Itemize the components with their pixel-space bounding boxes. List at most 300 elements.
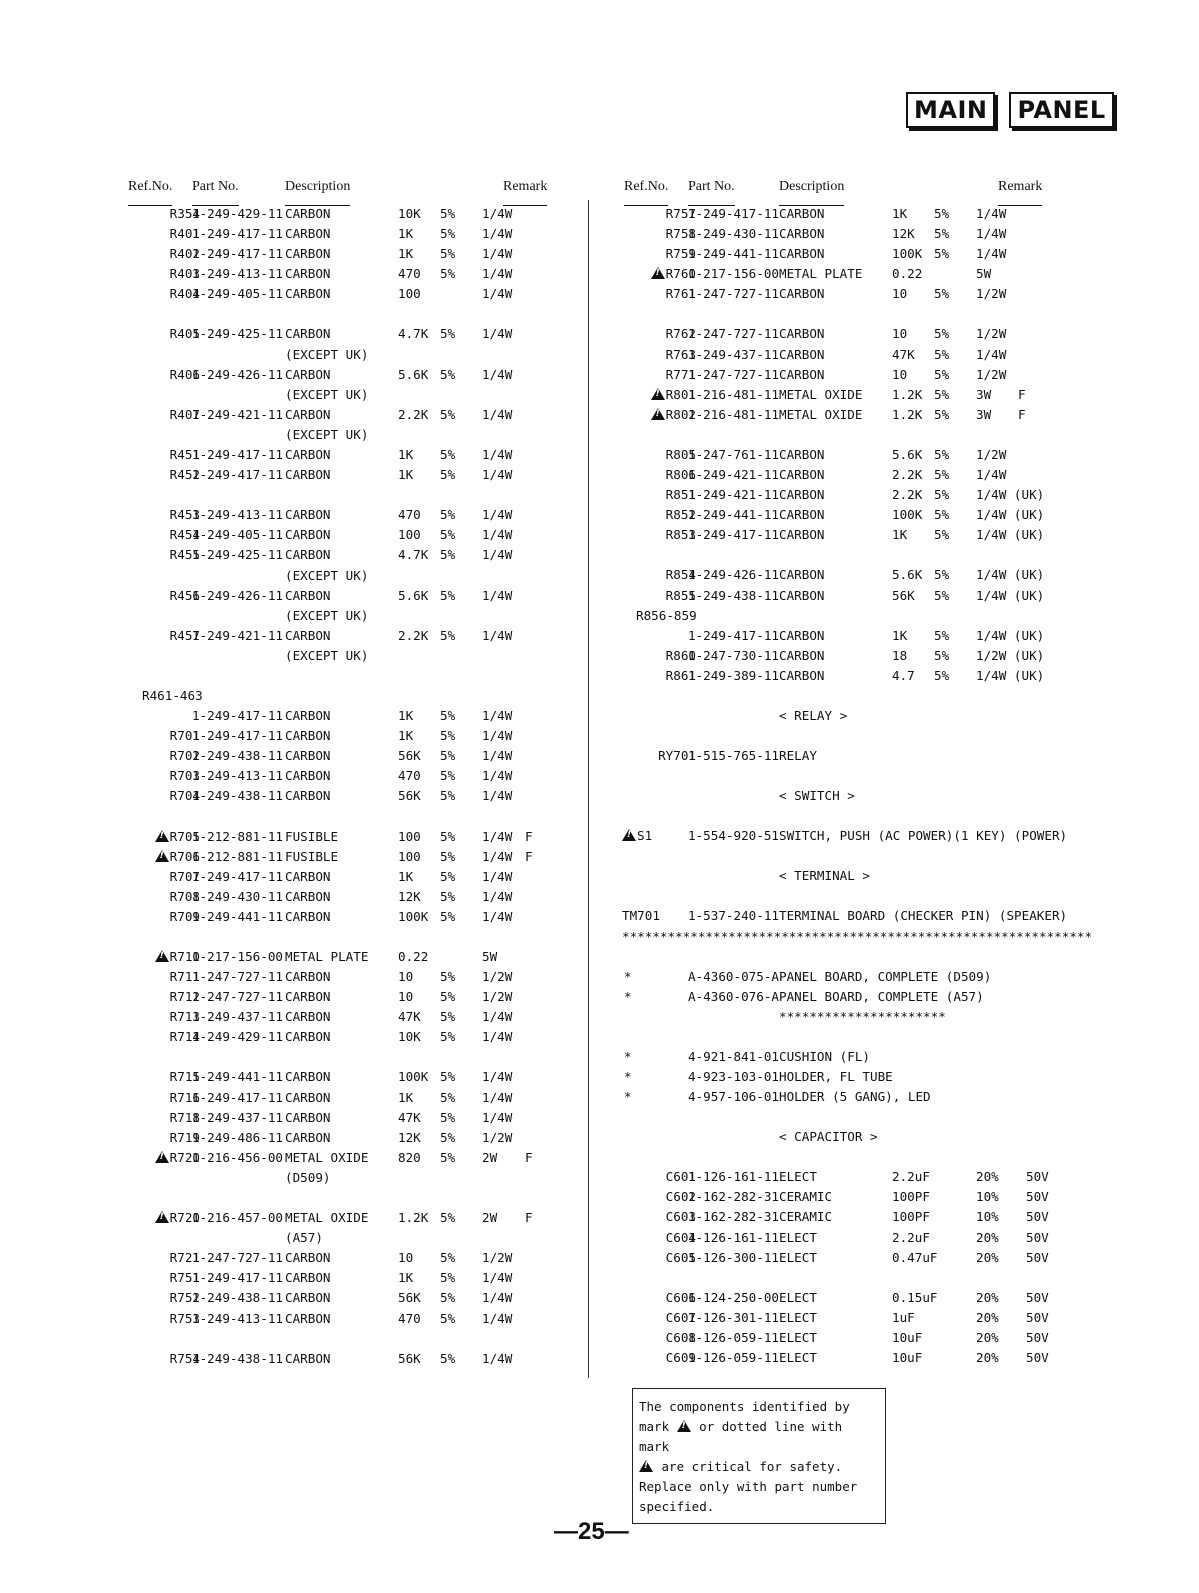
- rating: 1/4W: [976, 346, 1007, 362]
- description: CARBON: [779, 627, 825, 643]
- value: 4.7K: [398, 326, 429, 342]
- table-row: [622, 204, 1052, 224]
- part-number: 1-217-156-00: [688, 266, 779, 282]
- value: 470: [398, 768, 421, 784]
- table-row: [128, 786, 558, 806]
- table-row: [128, 324, 558, 344]
- ref-text: R801: [665, 386, 696, 402]
- tolerance: 5%: [934, 386, 950, 402]
- part-number: 1-249-417-11: [192, 1089, 283, 1105]
- description-note: (EXCEPT UK): [285, 386, 369, 402]
- part-number: 1-554-920-51: [688, 828, 779, 844]
- description: CARBON: [285, 888, 331, 904]
- safety-warning-icon: [639, 1460, 653, 1472]
- ref-number: [128, 525, 200, 545]
- table-row: [128, 1268, 558, 1288]
- row-gap: [622, 1147, 1052, 1167]
- table-row: [128, 244, 558, 264]
- description: ELECT: [779, 1229, 817, 1245]
- tolerance: 5%: [934, 246, 950, 262]
- part-number: 1-249-417-11: [192, 447, 283, 463]
- ref-number: [128, 445, 200, 465]
- ref-text: C602: [665, 1189, 696, 1205]
- ref-text: R718: [169, 1109, 200, 1125]
- rating: 1/2W: [976, 326, 1007, 342]
- description: CARBON: [285, 447, 331, 463]
- table-row: [128, 345, 558, 365]
- table-row: [622, 505, 1052, 525]
- tolerance: 5%: [440, 246, 456, 262]
- tolerance: 5%: [934, 567, 950, 583]
- part-number: 1-249-405-11: [192, 286, 283, 302]
- description: CARBON: [779, 226, 825, 242]
- tolerance: 20%: [976, 1289, 999, 1305]
- part-number: 1-247-727-11: [192, 989, 283, 1005]
- description: CARBON: [779, 587, 825, 603]
- rating: 1/2W: [482, 969, 513, 985]
- table-row: [622, 746, 1052, 766]
- safety-warning-icon: [677, 1420, 691, 1432]
- ref-number: [622, 284, 696, 304]
- value: 1K: [398, 868, 414, 884]
- rating: 1/4W: [482, 768, 513, 784]
- tolerance: 5%: [440, 888, 456, 904]
- ref-number: [622, 1207, 696, 1227]
- part-number: 1-247-761-11: [688, 446, 779, 462]
- note-text: The components identified by: [639, 1399, 850, 1414]
- tolerance: 5%: [934, 286, 950, 302]
- description-note: (D509): [285, 1169, 331, 1185]
- part-number: 1-249-417-11: [192, 728, 283, 744]
- ref-number: [622, 485, 696, 505]
- tolerance: 5%: [440, 728, 456, 744]
- description: CARBON: [285, 226, 331, 242]
- tolerance: 5%: [440, 587, 456, 603]
- table-row: [128, 445, 558, 465]
- value: 1.2K: [892, 386, 923, 402]
- ref-number: [128, 1067, 200, 1087]
- ref-text: R454: [169, 527, 200, 543]
- table-row: [128, 746, 558, 766]
- value: 10uF: [892, 1350, 923, 1366]
- part-number: 1-249-429-11: [192, 206, 283, 221]
- description: CARBON: [285, 1310, 331, 1326]
- table-row: [622, 485, 1052, 505]
- ref-text: C607: [665, 1309, 696, 1325]
- description: CERAMIC: [779, 1209, 833, 1225]
- part-number: 1-126-059-11: [688, 1350, 779, 1366]
- value: 4.7: [892, 667, 915, 683]
- part-number: 1-249-426-11: [688, 567, 779, 583]
- part-number: 1-249-426-11: [192, 587, 283, 603]
- ref-text: R721: [169, 1250, 200, 1266]
- ref-number: [128, 786, 200, 806]
- note-line: [639, 1497, 879, 1517]
- description: CARBON: [285, 989, 331, 1005]
- description: CARBON: [779, 366, 825, 382]
- part-number: 1-247-727-11: [688, 286, 779, 302]
- tolerance: 5%: [440, 908, 456, 924]
- ref-text: R806: [665, 467, 696, 483]
- not-supplied-mark: *: [624, 988, 632, 1004]
- part-number: 1-249-417-11: [192, 246, 283, 262]
- ref-number: [622, 385, 696, 405]
- row-gap: [622, 545, 1052, 565]
- ref-text: S1: [637, 828, 653, 844]
- rating: 5W: [976, 266, 992, 282]
- value: 0.47uF: [892, 1249, 938, 1265]
- table-row: [128, 425, 558, 445]
- row-gap: [622, 726, 1052, 746]
- rating: 5W: [482, 949, 498, 964]
- tolerance: 5%: [934, 627, 950, 643]
- table-row: [128, 646, 558, 666]
- ref-number: [622, 324, 696, 344]
- table-row: [128, 566, 558, 586]
- ref-number: [128, 545, 200, 565]
- part-number: A-4360-076-A: [688, 988, 779, 1004]
- description: CARBON: [285, 768, 331, 784]
- part-number: 1-212-881-11: [192, 828, 283, 844]
- voltage: 50V: [1026, 1329, 1049, 1345]
- ref-text: R714: [169, 1029, 200, 1045]
- ref-text: R761: [665, 286, 696, 302]
- ref-number: [622, 1348, 696, 1368]
- row-gap: [622, 1107, 1052, 1127]
- part-number: 1-515-765-11: [688, 748, 779, 764]
- ref-text: R715: [169, 1069, 200, 1085]
- tolerance: 5%: [440, 1149, 456, 1165]
- table-row: [128, 1309, 558, 1329]
- ref-number: [128, 505, 200, 525]
- tolerance: 5%: [440, 969, 456, 985]
- ref-number: [128, 967, 200, 987]
- table-row: [622, 866, 1052, 886]
- header-remark: Remark: [998, 177, 1042, 206]
- value: 5.6K: [892, 446, 923, 462]
- description: CARBON: [285, 868, 331, 884]
- ref-number: [128, 465, 200, 485]
- tolerance: 20%: [976, 1350, 999, 1366]
- rating: 1/4W: [482, 366, 513, 382]
- rating: 1/4W: [482, 1009, 513, 1025]
- main-tag: MAIN: [906, 92, 995, 128]
- tolerance: 5%: [440, 748, 456, 764]
- table-row: [622, 1127, 1052, 1147]
- part-number: 1-162-282-31: [688, 1189, 779, 1205]
- value: 47K: [398, 1009, 421, 1025]
- not-supplied-mark: *: [624, 968, 632, 984]
- description: CARBON: [285, 969, 331, 985]
- ref-text: R701: [169, 728, 200, 744]
- ref-text: C604: [665, 1229, 696, 1245]
- value: 47K: [892, 346, 915, 362]
- rating: 1/4W: [482, 1069, 513, 1085]
- tolerance: 5%: [934, 527, 950, 543]
- tolerance: 5%: [440, 1250, 456, 1266]
- table-row: [622, 826, 1068, 846]
- rating: 1/4W (UK): [976, 527, 1045, 543]
- tolerance: 5%: [440, 1089, 456, 1105]
- table-row: [622, 1248, 1052, 1268]
- ref-number: [128, 1027, 200, 1047]
- ref-number: [622, 1187, 696, 1207]
- description: METAL PLATE: [285, 949, 369, 964]
- value: 1K: [892, 627, 908, 643]
- description: CARBON: [779, 446, 825, 462]
- part-number: 1-249-417-11: [688, 627, 779, 643]
- not-supplied-mark: *: [624, 1069, 632, 1084]
- ref-text: R751: [169, 1270, 200, 1286]
- ref-number: [128, 1108, 200, 1128]
- rating: 1/4W: [482, 1350, 513, 1366]
- ref-text: R712: [169, 989, 200, 1005]
- table-row: [128, 1027, 558, 1047]
- description: CARBON: [285, 1069, 331, 1085]
- header-desc: Description: [285, 177, 350, 206]
- description: ELECT: [779, 1350, 817, 1366]
- table-row: [622, 586, 1052, 606]
- description: CARBON: [285, 246, 331, 262]
- table-row: [622, 385, 1052, 405]
- tolerance: 5%: [934, 446, 950, 462]
- value: 10: [398, 969, 414, 985]
- ref-number: [622, 264, 696, 284]
- tolerance: 5%: [440, 1270, 456, 1286]
- safety-warning-icon: [155, 830, 169, 842]
- ref-number: [622, 1248, 696, 1268]
- value: 12K: [398, 888, 421, 904]
- part-number: 1-249-438-11: [688, 587, 779, 603]
- rating: 1/4W: [482, 246, 513, 262]
- part-number: 1-537-240-11: [688, 908, 779, 924]
- voltage: 50V: [1026, 1169, 1049, 1185]
- table-row: [622, 1047, 1052, 1067]
- part-number: 1-249-430-11: [688, 226, 779, 242]
- tolerance: 5%: [440, 989, 456, 1005]
- table-row: [622, 1167, 1052, 1187]
- section-tags: [906, 92, 1114, 128]
- description: RELAY: [779, 748, 817, 764]
- value: 470: [398, 1310, 421, 1326]
- rating: 1/2W: [482, 1129, 513, 1145]
- ref-text: C609: [665, 1350, 696, 1366]
- value: 2.2K: [892, 487, 923, 503]
- rating: 1/4W (UK): [976, 487, 1045, 503]
- rating: 1/4W: [482, 507, 513, 523]
- description: CARBON: [285, 1089, 331, 1105]
- value: 1K: [398, 447, 414, 463]
- tolerance: 5%: [440, 1210, 456, 1226]
- rating: 1/4W: [482, 286, 513, 302]
- part-number: 1-126-161-11: [688, 1169, 779, 1185]
- table-row: [622, 1087, 1052, 1107]
- voltage: 50V: [1026, 1209, 1049, 1225]
- part-number: 4-957-106-01: [688, 1089, 779, 1105]
- rating: 1/4W (UK): [976, 627, 1045, 643]
- column-divider: [588, 200, 589, 1378]
- ref-number: [128, 947, 200, 967]
- table-row: [128, 385, 558, 405]
- rating: 1/4W: [482, 1089, 513, 1105]
- part-number: 1-249-438-11: [192, 748, 283, 764]
- tolerance: 5%: [934, 326, 950, 342]
- part-number: 1-249-426-11: [192, 366, 283, 382]
- ref-number: [128, 1268, 200, 1288]
- ref-text: R852: [665, 507, 696, 523]
- page-number: —25—: [554, 1518, 629, 1545]
- part-number: 4-921-841-01: [688, 1048, 779, 1064]
- tolerance: 5%: [440, 1069, 456, 1085]
- rating: 1/2W: [976, 446, 1007, 462]
- table-header: [128, 174, 558, 204]
- ref-text: RY701: [658, 748, 696, 764]
- description: ELECT: [779, 1309, 817, 1325]
- value: 10: [398, 989, 414, 1005]
- part-number: 1-249-417-11: [688, 206, 779, 221]
- rating: 1/4W: [482, 788, 513, 804]
- description: CARBON: [285, 1250, 331, 1266]
- rating: 1/2W: [976, 366, 1007, 382]
- rating: 1/2W: [482, 1250, 513, 1266]
- ref-number: [128, 405, 200, 425]
- tolerance: 5%: [934, 587, 950, 603]
- value: 1K: [398, 246, 414, 262]
- tolerance: 5%: [440, 266, 456, 282]
- table-row: [128, 465, 558, 485]
- part-number: 1-249-421-11: [192, 406, 283, 422]
- row-gap: [622, 304, 1052, 324]
- description: CARBON: [285, 1009, 331, 1025]
- part-number: 1-126-301-11: [688, 1309, 779, 1325]
- description: CARBON: [285, 507, 331, 523]
- header-ref: Ref.No.: [128, 177, 172, 206]
- description: ELECT: [779, 1169, 817, 1185]
- value: 1.2K: [892, 406, 923, 422]
- ref-text: R855: [665, 587, 696, 603]
- part-number: 1-249-441-11: [192, 908, 283, 924]
- ref-number: [622, 1167, 696, 1187]
- value: 820: [398, 1149, 421, 1165]
- ref-number: R856-859: [636, 607, 697, 623]
- ref-number: [622, 525, 696, 545]
- ref-text: R709: [169, 908, 200, 924]
- rating: 1/4W: [482, 728, 513, 744]
- ref-number: [622, 505, 696, 525]
- ref-number: [622, 565, 696, 585]
- value: 10uF: [892, 1329, 923, 1345]
- description: TERMINAL BOARD (CHECKER PIN) (SPEAKER): [779, 908, 1068, 924]
- description: ELECT: [779, 1249, 817, 1265]
- value: 10: [398, 1250, 414, 1266]
- rating: 1/4W: [482, 547, 513, 563]
- description: ELECT: [779, 1329, 817, 1345]
- ref-number: [128, 1208, 200, 1228]
- table-row: [622, 264, 1052, 284]
- tolerance: 5%: [934, 667, 950, 683]
- table-row: [128, 626, 558, 646]
- ref-number: [622, 906, 660, 926]
- ref-number: [128, 586, 200, 606]
- remark: F: [525, 1210, 533, 1226]
- ref-number: [128, 284, 200, 304]
- ref-number: [622, 365, 696, 385]
- description: CERAMIC: [779, 1189, 833, 1205]
- table-row: [622, 405, 1052, 425]
- ref-text: R754: [169, 1350, 200, 1366]
- safety-warning-icon: [155, 1211, 169, 1223]
- tolerance: 5%: [440, 1009, 456, 1025]
- part-number: 1-126-161-11: [688, 1229, 779, 1245]
- ref-text: R407: [169, 406, 200, 422]
- value: 0.15uF: [892, 1289, 938, 1305]
- ref-number: [622, 465, 696, 485]
- note-text: specified.: [639, 1499, 715, 1514]
- tolerance: 5%: [440, 206, 456, 221]
- row-gap: [622, 947, 1052, 967]
- part-number: 4-923-103-01: [688, 1069, 779, 1084]
- not-supplied-mark: *: [624, 1089, 632, 1105]
- tolerance: 5%: [934, 206, 950, 221]
- ref-number: R461-463: [142, 687, 203, 703]
- ref-text: R451: [169, 447, 200, 463]
- value: 470: [398, 507, 421, 523]
- part-number: 1-247-730-11: [688, 647, 779, 663]
- part-number: 1-126-300-11: [688, 1249, 779, 1265]
- part-number: 1-249-486-11: [192, 1129, 283, 1145]
- rating: 1/4W (UK): [976, 667, 1045, 683]
- value: 100K: [892, 246, 923, 262]
- tolerance: 5%: [440, 226, 456, 242]
- part-number: A-4360-075-A: [688, 968, 779, 984]
- table-row: [128, 686, 558, 706]
- value: 10K: [398, 206, 421, 221]
- table-row: [128, 987, 558, 1007]
- ref-text: R759: [665, 246, 696, 262]
- table-row: [128, 405, 558, 425]
- table-row: [128, 1067, 558, 1087]
- ref-text: R719: [169, 1129, 200, 1145]
- table-row: [128, 264, 558, 284]
- ref-text: R711: [169, 969, 200, 985]
- rating: 1/4W: [482, 888, 513, 904]
- part-number: 1-249-425-11: [192, 326, 283, 342]
- tolerance: 20%: [976, 1329, 999, 1345]
- safety-warning-icon: [651, 267, 665, 279]
- table-row: [622, 666, 1052, 686]
- table-row: [128, 1088, 558, 1108]
- rating: 1/4W: [482, 467, 513, 483]
- table-row: [128, 545, 558, 565]
- safety-warning-icon: [622, 829, 636, 841]
- tolerance: 5%: [440, 1350, 456, 1366]
- description: CARBON: [285, 708, 331, 724]
- description: CARBON: [779, 206, 825, 221]
- tolerance: 5%: [440, 1129, 456, 1145]
- remark: F: [525, 848, 533, 864]
- ref-text: R805: [665, 446, 696, 462]
- tolerance: 5%: [440, 527, 456, 543]
- tolerance: 5%: [440, 708, 456, 724]
- rating: 1/4W: [482, 848, 513, 864]
- ref-number: [622, 244, 696, 264]
- value: 1K: [398, 1089, 414, 1105]
- rating: 1/4W: [482, 326, 513, 342]
- tolerance: 5%: [440, 447, 456, 463]
- tolerance: 5%: [440, 366, 456, 382]
- ref-number: [128, 1088, 200, 1108]
- table-row: [622, 927, 1093, 947]
